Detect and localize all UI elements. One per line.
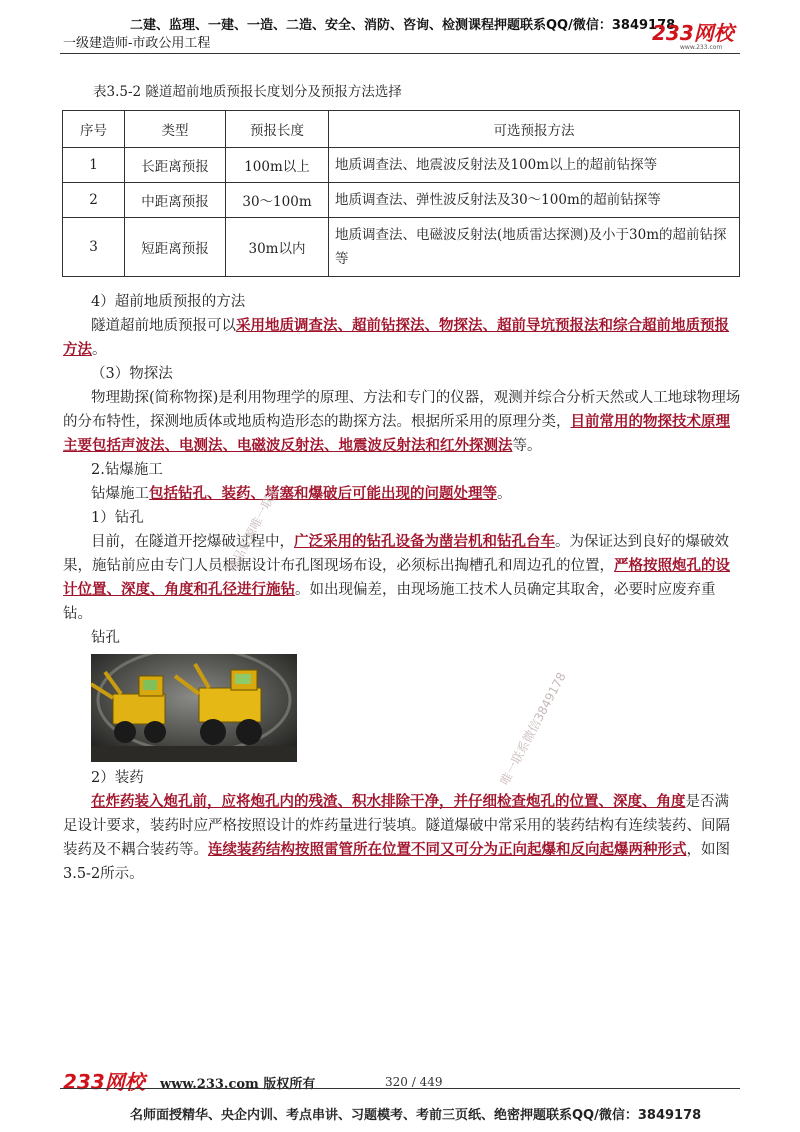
- watermark-text: 精品资源唯一联系: [224, 483, 283, 575]
- document-body: [63, 290, 741, 886]
- cell-method: 地质调查法、弹性波反射法及30～100m的超前钻探等: [329, 183, 740, 218]
- cell-length: 30～100m: [226, 183, 329, 218]
- paragraph: 在炸药装入炮孔前，应将炮孔内的残渣、积水排除干净，并仔细检查炮孔的位置、深度、角度是否满足设计要求，装药时应严格按照设计的炸药量进行装填。隧道爆破中常采用的装药结构有连续装药、间隔装药及不耦合装药等。连续装药结构按照雷管所在位置不同又可分为正向起爆和反向起爆两种形式，如图3.5-2所示。: [63, 793, 730, 882]
- cell-type: 中距离预报: [125, 183, 226, 218]
- header-contact-line: 二建、监理、一建、一造、二造、安全、消防、咨询、检测课程押题联系QQ/微信：3849178: [130, 18, 676, 33]
- paragraph: 目前，在隧道开挖爆破过程中，广泛采用的钻孔设备为凿岩机和钻孔台车。为保证达到良好的爆破效果，施钻前应由专门人员根据设计布孔图现场布设，必须标出掏槽孔和周边孔的位置，严格按照炮孔的设计位置、深度、角度和孔径进行施钻。如出现偏差，由现场施工技术人员确定其取舍，必要时应废弃重钻。: [63, 533, 730, 622]
- header-divider: [60, 53, 740, 54]
- cell-index: 1: [63, 148, 125, 183]
- cell-index: 3: [63, 218, 125, 277]
- cell-length: 30m以内: [226, 218, 329, 277]
- emphasis-text: 目前常用的物探技术原理主要包括声波法、电测法、电磁波反射法、地震波反射法和红外探测法: [63, 413, 730, 454]
- section-heading: 1）钻孔: [91, 510, 144, 526]
- brand-logo: [652, 20, 742, 50]
- header-subject: 一级建造师-市政公用工程: [63, 36, 211, 51]
- section-heading: 2.钻爆施工: [91, 462, 163, 478]
- cell-method: 地质调查法、电磁波反射法(地质雷达探测)及小于30m的超前钻探等: [329, 218, 740, 277]
- section-heading: （3）物探法: [91, 366, 173, 382]
- table-header-row: [63, 111, 740, 148]
- watermark-text: 唯一联系微信3849178: [497, 670, 569, 788]
- footer-contact-line: 名师面授精华、央企内训、考点串讲、习题模考、考前三页纸、绝密押题联系QQ/微信：3849178: [130, 1108, 702, 1123]
- section-heading: 2）装药: [91, 770, 144, 786]
- header-cell: 序号: [63, 111, 125, 148]
- table-row: [63, 218, 740, 277]
- header-cell: 类型: [125, 111, 226, 148]
- footer-copyright: www.233.com 版权所有: [160, 1077, 316, 1092]
- cell-type: 短距离预报: [125, 218, 226, 277]
- drilling-jumbo-photo: [91, 654, 297, 762]
- emphasis-text: 连续装药结构按照雷管所在位置不同又可分为正向起爆和反向起爆两种形式: [208, 841, 687, 858]
- paragraph: 钻爆施工包括钻孔、装药、堵塞和爆破后可能出现的问题处理等。: [91, 485, 512, 502]
- paragraph: 隧道超前地质预报可以采用地质调查法、超前钻探法、物探法、超前导坑预报法和综合超前地质预报方法。: [63, 317, 729, 358]
- footer-logo: [63, 1068, 153, 1096]
- header-cell: 预报长度: [226, 111, 329, 148]
- cell-length: 100m以上: [226, 148, 329, 183]
- section-heading: 4）超前地质预报的方法: [91, 294, 246, 310]
- table-caption: 表3.5-2 隧道超前地质预报长度划分及预报方法选择: [93, 84, 402, 100]
- table-row: [63, 183, 740, 218]
- svg-text:233网校: 233网校: [63, 1070, 145, 1094]
- cell-index: 2: [63, 183, 125, 218]
- page-number: 320 / 449: [385, 1075, 443, 1089]
- emphasis-text: 严格按照炮孔的设计位置、深度、角度和孔径进行施钻: [63, 557, 730, 598]
- paragraph: 物理勘探(简称物探)是利用物理学的原理、方法和专门的仪器，观测并综合分析天然或人工地球物理场的分布特性，探测地质体或地质构造形态的勘探方法。根据所采用的原理分类，目前常用的物探技术原理主要包括声波法、电测法、电磁波反射法、地震波反射法和红外探测法等。: [63, 390, 741, 454]
- cell-type: 长距离预报: [125, 148, 226, 183]
- photo-label: 钻孔: [91, 630, 120, 646]
- cell-method: 地质调查法、地震波反射法及100m以上的超前钻探等: [329, 148, 740, 183]
- table-row: [63, 148, 740, 183]
- svg-text:233网校: 233网校: [652, 21, 734, 45]
- emphasis-text: 广泛采用的钻孔设备为凿岩机和钻孔台车: [294, 533, 555, 550]
- emphasis-text: 包括钻孔、装药、堵塞和爆破后可能出现的问题处理等: [149, 485, 497, 502]
- footer-divider: [60, 1088, 740, 1089]
- forecast-method-table: [62, 110, 740, 277]
- header-cell: 可选预报方法: [329, 111, 740, 148]
- emphasis-text: 采用地质调查法、超前钻探法、物探法、超前导坑预报法和综合超前地质预报方法: [63, 317, 729, 358]
- emphasis-text: 在炸药装入炮孔前，应将炮孔内的残渣、积水排除干净，并仔细检查炮孔的位置、深度、角度: [91, 793, 686, 810]
- svg-text:www.233.com: www.233.com: [680, 44, 723, 50]
